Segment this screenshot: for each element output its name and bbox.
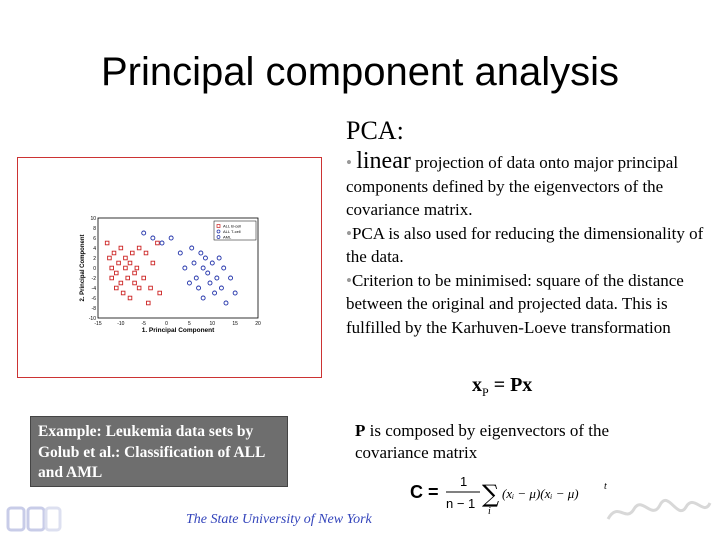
formula2-sup: t (604, 481, 607, 492)
bullet-icon: • (346, 153, 352, 172)
formula2-sum-sub: i (488, 506, 491, 516)
p-description (355, 420, 685, 464)
y-tick-label: -6 (91, 296, 96, 302)
point3-text: Criterion to be minimised: square of the distance between the original and projected data. This is fulfilled by the Karhuven-Loeve transformation (346, 270, 684, 337)
pca-heading: PCA: (346, 116, 404, 145)
formula2-body: (xᵢ − μ)(xᵢ − μ) (502, 486, 579, 501)
point1-emphasis: linear (356, 148, 411, 174)
y-tick-label: 6 (93, 236, 96, 242)
pca-description (346, 150, 718, 339)
x-axis-label: 1. Principal Component (141, 327, 215, 334)
university-logo (6, 504, 66, 541)
example-box: Example: Leukemia data sets by Golub et al.: Classification of ALL and AML (30, 416, 288, 487)
y-axis-label: 2. Principal Component (80, 234, 86, 302)
x-tick-label: 0 (165, 321, 168, 327)
x-tick-label: -5 (141, 321, 146, 327)
x-tick-label: -15 (94, 321, 102, 327)
y-tick-label: 10 (90, 216, 96, 222)
formula2-lhs: C = (410, 482, 439, 502)
p-description-text: is composed by eigenvectors of the covariance matrix (355, 421, 609, 462)
y-tick-label: 4 (93, 246, 96, 252)
bullet-icon: • (346, 270, 352, 290)
y-tick-label: -4 (91, 286, 96, 292)
x-tick-label: -10 (117, 321, 125, 327)
y-tick-label: 8 (93, 226, 96, 232)
legend-label: ALL T-cell (223, 229, 241, 234)
bullet-icon: • (346, 223, 352, 243)
y-tick-label: 0 (93, 266, 96, 272)
x-tick-label: 15 (232, 321, 238, 327)
legend-label: AML (223, 234, 232, 240)
formula1-x: x (472, 374, 482, 396)
y-tick-label: -2 (91, 276, 96, 282)
signature-watermark (604, 495, 714, 534)
formula1-rhs: = Px (493, 374, 533, 396)
y-tick-label: -8 (91, 306, 96, 312)
formula2-den: n − 1 (446, 496, 476, 511)
point2-text: PCA is also used for reducing the dimensionality of the data. (346, 223, 704, 266)
covariance-formula (408, 468, 608, 521)
formula2-num: 1 (460, 474, 468, 489)
projection-formula (472, 374, 532, 400)
pca-figure (17, 157, 322, 378)
y-tick-label: 2 (93, 256, 96, 262)
slide-title: Principal component analysis (100, 50, 620, 94)
formula1-sub: P (482, 385, 489, 399)
p-symbol: P (355, 421, 366, 440)
x-tick-label: 20 (255, 321, 261, 327)
sum-icon: ∑ (482, 480, 500, 508)
footer-university: The State University of New York (186, 512, 372, 527)
x-tick-label: 5 (188, 321, 191, 327)
covariance-formula-svg (408, 468, 608, 516)
legend-label: ALL B-cell (223, 223, 242, 229)
x-tick-label: 10 (209, 321, 216, 327)
y-tick-label: -10 (88, 316, 96, 322)
point1-text: projection of data onto major principal components defined by the eigenvectors of the covariance matrix. (346, 153, 679, 219)
pca-scatter-plot (18, 158, 321, 377)
